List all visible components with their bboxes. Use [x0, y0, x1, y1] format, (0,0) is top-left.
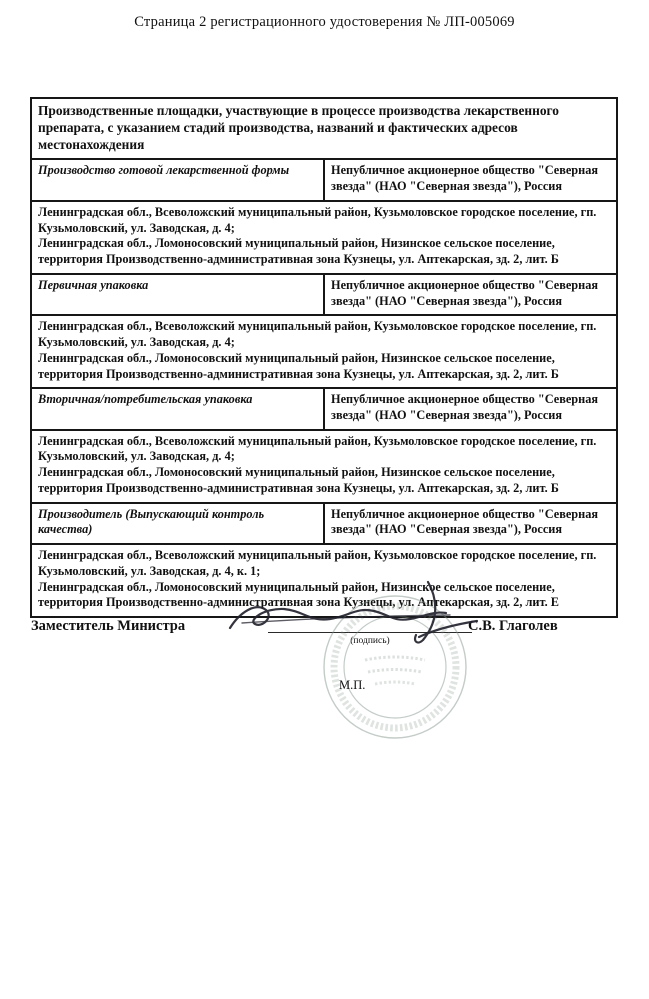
company-cell: Непубличное акционерное общество "Северная звезда" (НАО "Северная звезда"), Россия	[324, 159, 617, 200]
stage-cell-quality-control: Производитель (Выпускающий контроль качества)	[31, 503, 324, 544]
table-row	[31, 388, 617, 429]
company-cell: Непубличное акционерное общество "Северная звезда" (НАО "Северная звезда"), Россия	[324, 388, 617, 429]
signer-name: С.В. Глаголев	[468, 618, 558, 634]
table-row	[31, 430, 617, 503]
address-cell	[31, 315, 617, 388]
company-cell: Непубличное акционерное общество "Северная звезда" (НАО "Северная звезда"), Россия	[324, 503, 617, 544]
stage-cell-secondary-packaging: Вторичная/потребительская упаковка	[31, 388, 324, 429]
stage-cell-primary-packaging: Первичная упаковка	[31, 274, 324, 315]
address-cell	[31, 430, 617, 503]
table-title: Производственные площадки, участвующие в процессе производства лекарственного препарата, с указанием стадий производства, названий и фактических адресов местонахождения	[31, 98, 617, 159]
stage-cell-finished-form: Производство готовой лекарственной формы	[31, 159, 324, 200]
table-row	[31, 98, 617, 159]
minister-title: Заместитель Министра	[31, 618, 186, 634]
address-line: Ленинградская обл., Всеволожский муниципальный район, Кузьмоловское городское поселение, гп. Кузьмоловский, ул. Заводская, д. 4;	[38, 204, 597, 235]
address-line: Ленинградская обл., Всеволожский муниципальный район, Кузьмоловское городское поселение, гп. Кузьмоловский, ул. Заводская, д. 4;	[38, 319, 597, 350]
table-row	[31, 274, 617, 315]
address-line: Ленинградская обл., Всеволожский муниципальный район, Кузьмоловское городское поселение, гп. Кузьмоловский, ул. Заводская, д. 4;	[38, 433, 597, 464]
page-header: Страница 2 регистрационного удостоверения № ЛП-005069	[134, 14, 515, 30]
address-line: Ленинградская обл., Ломоносовский муниципальный район, Низинское сельское поселение, территория Производственно-административная зона Кузнецы, ул. Аптекарская, зд. 2, лит. Е	[38, 579, 559, 610]
table-row	[31, 201, 617, 274]
table-row	[31, 315, 617, 388]
stamp-caption: М.П.	[339, 678, 366, 692]
address-line: Ленинградская обл., Всеволожский муниципальный район, Кузьмоловское городское поселение, гп. Кузьмоловский, ул. Заводская, д. 4, к. 1;	[38, 548, 597, 578]
signature-icon	[222, 578, 484, 650]
address-line: Ленинградская обл., Ломоносовский муниципальный район, Низинское сельское поселение, территория Производственно-административная зона Кузнецы, ул. Аптекарская, зд. 2, лит. Б	[38, 236, 559, 267]
signature-caption: (подпись)	[350, 636, 390, 646]
table-row	[31, 503, 617, 544]
table-row	[31, 159, 617, 200]
production-sites-table	[30, 97, 618, 618]
address-line: Ленинградская обл., Ломоносовский муниципальный район, Низинское сельское поселение, территория Производственно-административная зона Кузнецы, ул. Аптекарская, зд. 2, лит. Б	[38, 465, 559, 495]
company-cell: Непубличное акционерное общество "Северная звезда" (НАО "Северная звезда"), Россия	[324, 274, 617, 315]
address-line: Ленинградская обл., Ломоносовский муниципальный район, Низинское сельское поселение, территория Производственно-административная зона Кузнецы, ул. Аптекарская, зд. 2, лит. Б	[38, 350, 559, 381]
address-cell	[31, 201, 617, 274]
